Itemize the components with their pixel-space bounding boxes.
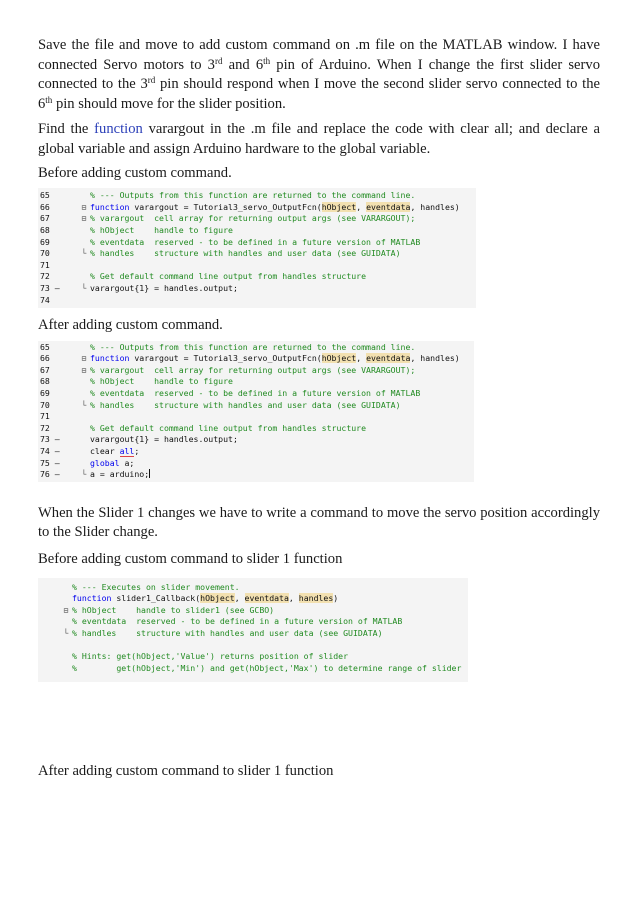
code-line	[38, 446, 474, 458]
line-number	[38, 582, 60, 594]
code-line	[38, 376, 474, 388]
code-text	[90, 423, 474, 435]
code-text	[72, 628, 468, 640]
code-token: % Get default command line output from handles structure	[90, 422, 367, 433]
text-cursor	[149, 469, 150, 478]
fold-marker	[78, 225, 90, 237]
code-screenshot-before	[38, 188, 476, 308]
code-text	[90, 365, 474, 377]
code-token: ,	[288, 593, 299, 604]
code-line	[38, 213, 476, 225]
code-token: % varargout cell array for returning output args (see VARARGOUT);	[90, 364, 416, 375]
code-token: handles	[298, 593, 334, 604]
line-number: 74 –	[40, 446, 60, 457]
fold-marker	[78, 237, 90, 249]
code-token: % handles structure with handles and user data (see GUIDATA)	[90, 248, 401, 259]
line-number	[38, 616, 60, 628]
code-token: varargout = Tutorial3_servo_OutputFcn(	[129, 353, 322, 364]
line-number	[38, 628, 60, 640]
code-text	[90, 400, 474, 412]
line-number: 65	[40, 190, 50, 201]
code-line	[38, 593, 468, 605]
label-after: After adding custom command.	[38, 317, 223, 334]
code-token: ,	[356, 201, 367, 212]
line-number: 67	[40, 213, 50, 224]
code-text	[90, 202, 476, 214]
code-token: function	[72, 593, 112, 604]
paragraph-slider: When the Slider 1 changes we have to write a command to move the servo position accordingly to the Slider change.	[38, 504, 600, 541]
code-token: % varargout cell array for returning output args (see VARARGOUT);	[90, 213, 416, 224]
code-token: global	[90, 457, 120, 468]
code-text	[90, 248, 476, 260]
fold-marker	[78, 376, 90, 388]
code-token: % --- Outputs from this function are returned to the command line.	[90, 341, 416, 352]
fold-marker	[78, 260, 90, 272]
code-text	[72, 616, 468, 628]
code-token: % --- Executes on slider movement.	[72, 581, 240, 592]
code-text	[90, 446, 474, 458]
code-token: clear	[90, 446, 120, 457]
code-text	[72, 663, 468, 675]
code-line	[38, 434, 474, 446]
fold-marker: └	[81, 399, 87, 410]
fold-marker	[78, 190, 90, 202]
line-number: 68	[40, 376, 50, 387]
code-token: eventdata	[244, 593, 289, 604]
code-line	[38, 663, 468, 675]
line-number: 65	[40, 341, 50, 352]
fold-marker	[78, 434, 90, 446]
code-token: , handles)	[410, 353, 460, 364]
code-text	[90, 469, 474, 481]
code-line	[38, 458, 474, 470]
line-number: 68	[40, 224, 50, 235]
code-line	[38, 582, 468, 594]
code-text	[72, 605, 468, 617]
label-slider-after: After adding custom command to slider 1 function	[38, 763, 334, 780]
line-number	[38, 663, 60, 675]
line-number: 72	[40, 271, 50, 282]
line-number	[38, 593, 60, 605]
line-number: 66	[40, 353, 50, 364]
code-token: hObject	[321, 353, 357, 364]
code-text	[90, 411, 474, 423]
fold-marker	[60, 640, 72, 652]
code-text	[72, 640, 468, 652]
code-token: ,	[356, 353, 367, 364]
code-token: varargout{1} = handles.output;	[90, 434, 238, 445]
code-token: )	[333, 593, 339, 604]
fold-marker[interactable]: ⊟	[81, 353, 87, 364]
code-line	[38, 388, 474, 400]
line-number: 75 –	[40, 457, 60, 468]
line-number: 73 –	[40, 282, 60, 293]
code-token: % eventdata reserved - to be defined in a future version of MATLAB	[90, 388, 421, 399]
code-line	[38, 271, 476, 283]
line-number: 73 –	[40, 434, 60, 445]
code-token: % --- Outputs from this function are returned to the command line.	[90, 190, 416, 201]
code-token: function	[90, 201, 130, 212]
code-token: ;	[134, 446, 140, 457]
fold-marker[interactable]: ⊟	[81, 213, 87, 224]
line-number: 66	[40, 201, 50, 212]
code-line	[38, 260, 476, 272]
code-line	[38, 616, 468, 628]
code-line	[38, 365, 474, 377]
line-number: 70	[40, 399, 50, 410]
line-number: 69	[40, 388, 50, 399]
code-line	[38, 423, 474, 435]
code-screenshot-after	[38, 341, 474, 482]
code-text	[90, 190, 476, 202]
line-number: 69	[40, 236, 50, 247]
line-number: 74	[40, 294, 50, 305]
code-token: a;	[119, 457, 135, 468]
code-token: all	[119, 446, 135, 457]
label-before: Before adding custom command.	[38, 164, 232, 181]
code-screenshot-slider	[38, 578, 468, 683]
fold-marker	[60, 616, 72, 628]
code-token: % Hints: get(hObject,'Value') returns position of slider	[72, 651, 349, 662]
code-text	[90, 283, 476, 295]
code-token: a = arduino;	[90, 469, 150, 480]
code-token: hObject	[321, 201, 357, 212]
code-text	[90, 237, 476, 249]
code-token: varargout{1} = handles.output;	[90, 282, 238, 293]
code-token: function	[90, 353, 130, 364]
fold-marker	[60, 582, 72, 594]
code-text	[90, 353, 474, 365]
code-text	[90, 434, 474, 446]
code-token: % get(hObject,'Min') and get(hObject,'Max') to determine range of slider	[72, 662, 462, 673]
code-text	[72, 582, 468, 594]
line-number	[38, 651, 60, 663]
code-text	[90, 342, 474, 354]
code-line	[38, 628, 468, 640]
fold-marker	[78, 342, 90, 354]
code-token: ,	[234, 593, 245, 604]
code-line	[38, 237, 476, 249]
fold-marker	[78, 458, 90, 470]
fold-marker[interactable]: ⊟	[81, 201, 87, 212]
code-text	[72, 651, 468, 663]
code-token: % eventdata reserved - to be defined in a future version of MATLAB	[72, 616, 403, 627]
code-text	[90, 376, 474, 388]
code-text	[72, 593, 468, 605]
document-page	[38, 36, 600, 782]
line-number: 71	[40, 259, 50, 270]
code-line	[38, 283, 476, 295]
fold-marker	[78, 411, 90, 423]
code-text	[90, 271, 476, 283]
code-text	[90, 260, 476, 272]
fold-marker: └	[81, 469, 87, 480]
code-text	[90, 213, 476, 225]
fold-marker	[60, 663, 72, 675]
fold-marker[interactable]: ⊟	[81, 364, 87, 375]
code-line	[38, 353, 474, 365]
code-line	[38, 225, 476, 237]
code-line	[38, 295, 476, 307]
code-token: % hObject handle to slider1 (see GCBO)	[72, 604, 275, 615]
code-line	[38, 248, 476, 260]
code-line	[38, 202, 476, 214]
line-number: 70	[40, 248, 50, 259]
code-line	[38, 640, 468, 652]
code-line	[38, 190, 476, 202]
code-token: % hObject handle to figure	[90, 224, 233, 235]
fold-marker	[78, 271, 90, 283]
code-token: eventdata	[366, 353, 411, 364]
line-number: 67	[40, 364, 50, 375]
fold-marker	[60, 593, 72, 605]
paragraph-instructions: Find the function varargout in the .m file and replace the code with clear all; and declare a global variable and assign Arduino hardware to the global variable.	[38, 121, 601, 157]
code-text	[90, 458, 474, 470]
code-line	[38, 400, 474, 412]
line-number	[38, 640, 60, 652]
fold-marker	[78, 446, 90, 458]
code-text	[90, 225, 476, 237]
code-token: hObject	[200, 593, 235, 604]
code-line	[38, 605, 468, 617]
line-number: 72	[40, 422, 50, 433]
code-line	[38, 651, 468, 663]
code-token: % handles structure with handles and user data (see GUIDATA)	[72, 627, 383, 638]
code-line	[38, 342, 474, 354]
code-token: % eventdata reserved - to be defined in a future version of MATLAB	[90, 236, 421, 247]
code-line	[38, 411, 474, 423]
code-token: eventdata	[366, 201, 411, 212]
paragraph-intro: Save the file and move to add custom command on .m file on the MATLAB window. I have connected Servo motors to 3rd and 6th pin of Arduino. When I change the first slider servo connected to the 3rd pin should respond when I move the second slider servo connected to the 6th pin should move for the slider position.	[38, 37, 600, 112]
code-token: % hObject handle to figure	[90, 376, 233, 387]
fold-marker	[78, 388, 90, 400]
code-text	[90, 388, 474, 400]
fold-marker: └	[81, 282, 87, 293]
label-slider-before: Before adding custom command to slider 1 function	[38, 551, 343, 567]
fold-marker[interactable]: ⊟	[63, 604, 69, 615]
fold-marker	[78, 423, 90, 435]
line-number	[38, 605, 60, 617]
fold-marker	[78, 295, 90, 307]
line-number: 76 –	[40, 469, 60, 480]
code-token: , handles)	[410, 201, 460, 212]
code-token: % Get default command line output from handles structure	[90, 271, 367, 282]
code-text	[90, 295, 476, 307]
line-number: 71	[40, 411, 50, 422]
fold-marker: └	[63, 627, 69, 638]
function-link[interactable]: function	[94, 121, 143, 138]
fold-marker	[60, 651, 72, 663]
code-line	[38, 469, 474, 481]
code-token: slider1_Callback(	[111, 593, 201, 604]
code-token: % handles structure with handles and user data (see GUIDATA)	[90, 399, 401, 410]
code-token: varargout = Tutorial3_servo_OutputFcn(	[129, 201, 322, 212]
fold-marker: └	[81, 248, 87, 259]
